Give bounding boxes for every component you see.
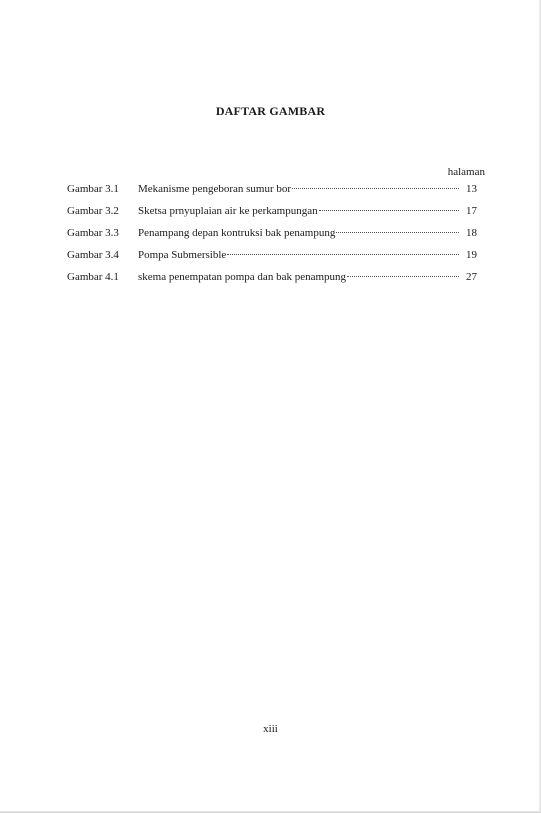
figure-number: Gambar 3.1 bbox=[67, 183, 119, 195]
figure-page-number: 17 bbox=[466, 205, 477, 217]
figure-page-number: 27 bbox=[466, 271, 477, 283]
figure-list-item bbox=[67, 205, 477, 227]
figure-number: Gambar 3.3 bbox=[67, 227, 119, 239]
page-title: DAFTAR GAMBAR bbox=[215, 104, 326, 118]
figure-page-number: 18 bbox=[466, 227, 477, 239]
figure-list-item bbox=[67, 271, 477, 293]
figure-caption: Pompa Submersible bbox=[138, 249, 227, 261]
figure-page-number: 19 bbox=[466, 249, 477, 261]
figure-list bbox=[67, 183, 477, 293]
figure-page-number: 13 bbox=[466, 183, 477, 195]
figure-caption: Penampang depan kontruksi bak penampung bbox=[138, 227, 336, 239]
figure-number: Gambar 3.4 bbox=[67, 249, 119, 261]
dot-leader bbox=[227, 254, 459, 255]
figure-caption: skema penempatan pompa dan bak penampung bbox=[138, 271, 347, 283]
dot-leader bbox=[336, 232, 459, 233]
figure-list-item bbox=[67, 249, 477, 271]
figure-list-item bbox=[67, 227, 477, 249]
page-number-footer: xiii bbox=[263, 723, 278, 735]
dot-leader bbox=[292, 188, 459, 189]
dot-leader bbox=[347, 276, 459, 277]
page-column-header: halaman bbox=[447, 166, 485, 178]
figure-list-item bbox=[67, 183, 477, 205]
figure-caption: Sketsa prnyuplaian air ke perkampungan bbox=[138, 205, 318, 217]
figure-caption: Mekanisme pengeboran sumur bor bbox=[138, 183, 292, 195]
dot-leader bbox=[319, 210, 459, 211]
figure-number: Gambar 3.2 bbox=[67, 205, 119, 217]
figure-number: Gambar 4.1 bbox=[67, 271, 119, 283]
